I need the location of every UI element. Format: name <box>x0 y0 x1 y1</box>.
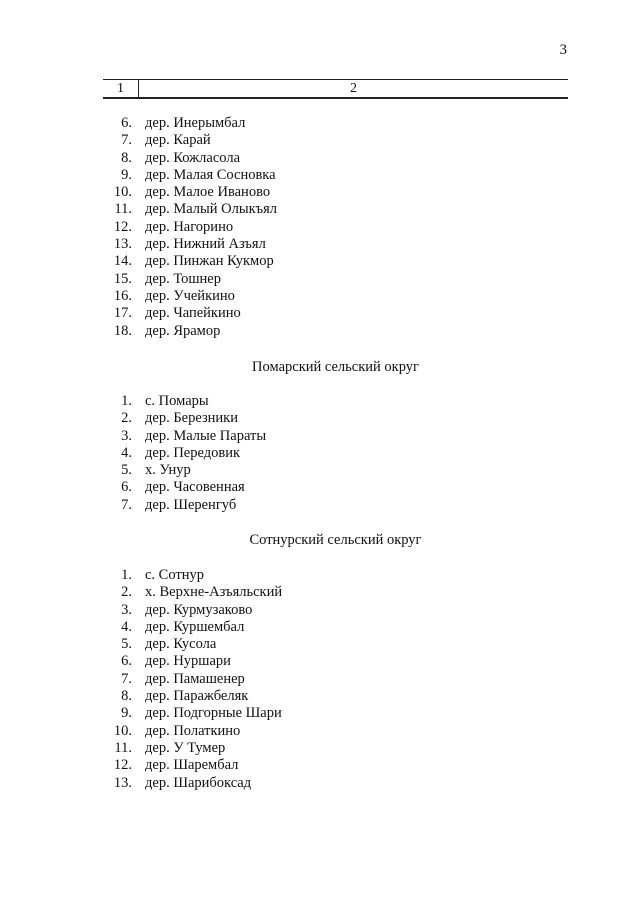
section-title-pomarsky: Помарский сельский округ <box>252 359 419 375</box>
list-item-number: 3. <box>121 427 132 444</box>
list-item <box>103 688 282 705</box>
list-item <box>103 167 277 184</box>
list-item <box>103 775 282 792</box>
list-item <box>103 584 282 601</box>
list-item-number: 15. <box>113 270 132 287</box>
list-item-number: 4. <box>121 618 132 635</box>
list-item-name: дер. Куршембал <box>145 618 245 635</box>
list-item <box>103 271 277 288</box>
list-item-name: дер. Шеренгуб <box>145 496 237 513</box>
list-item-name: дер. Чапейкино <box>145 305 241 322</box>
list-item-number: 8. <box>121 149 132 166</box>
list-item <box>103 201 277 218</box>
list-item <box>103 497 266 514</box>
list-item-number: 12. <box>113 218 132 235</box>
list-item-name: дер. Кожласола <box>145 149 241 166</box>
list-item-number: 17. <box>113 305 132 322</box>
list-item-name: с. Сотнур <box>145 567 205 583</box>
list-item <box>103 462 266 479</box>
settlement-list-continued <box>103 115 277 340</box>
list-item <box>103 150 277 167</box>
list-item <box>103 428 266 445</box>
list-item-number: 1. <box>121 393 132 409</box>
list-item-name: дер. Карай <box>145 132 211 149</box>
list-item-number: 7. <box>121 132 132 149</box>
list-item <box>103 288 277 305</box>
list-item-name: дер. Учейкино <box>145 287 235 304</box>
list-item <box>103 602 282 619</box>
list-item-name: дер. Инерымбал <box>145 115 246 131</box>
list-item-number: 10. <box>113 184 132 201</box>
list-item-name: х. Верхне-Азъяльский <box>145 584 283 601</box>
list-item <box>103 132 277 149</box>
list-item-number: 18. <box>113 322 132 339</box>
list-item-number: 9. <box>121 166 132 183</box>
list-item-number: 8. <box>121 688 132 705</box>
list-item-number: 4. <box>121 444 132 461</box>
list-item <box>103 410 266 427</box>
list-item-number: 10. <box>113 722 132 739</box>
list-item <box>103 236 277 253</box>
section-title-sotnursky: Сотнурский сельский округ <box>249 532 422 548</box>
list-item-name: дер. Малый Олыкъял <box>145 201 278 218</box>
settlement-list-sotnursky <box>103 567 282 792</box>
list-item-name: дер. Часовенная <box>145 479 245 496</box>
list-item-name: дер. Пинжан Кукмор <box>145 253 274 270</box>
list-item-number: 6. <box>121 653 132 670</box>
list-item <box>103 740 282 757</box>
list-item-name: дер. У Тумер <box>145 739 226 756</box>
list-item-name: дер. Паражбеляк <box>145 688 249 705</box>
list-item <box>103 671 282 688</box>
list-item <box>103 184 277 201</box>
list-item-name: х. Унур <box>145 462 191 479</box>
list-item <box>103 757 282 774</box>
list-item-number: 7. <box>121 670 132 687</box>
list-item-name: дер. Нижний Азъял <box>145 236 266 253</box>
list-item-number: 2. <box>121 584 132 601</box>
list-item <box>103 653 282 670</box>
list-item-number: 2. <box>121 410 132 427</box>
list-item <box>103 219 277 236</box>
settlement-list-pomarsky <box>103 393 266 514</box>
list-item-name: дер. Шарибоксад <box>145 774 252 791</box>
list-item-name: дер. Подгорные Шари <box>145 705 282 722</box>
list-item-name: дер. Тошнер <box>145 270 221 287</box>
list-item-name: дер. Нагорино <box>145 218 234 235</box>
list-item-name: дер. Полаткино <box>145 722 241 739</box>
list-item <box>103 723 282 740</box>
list-item-number: 13. <box>113 236 132 253</box>
list-item <box>103 479 266 496</box>
list-item-number: 1. <box>121 567 132 583</box>
list-item-number: 7. <box>121 496 132 513</box>
list-item-number: 11. <box>114 739 132 756</box>
list-item-name: дер. Березники <box>145 410 238 427</box>
list-item-name: дер. Курмузаково <box>145 601 253 618</box>
list-item-name: дер. Ярамор <box>145 322 221 339</box>
list-item-number: 9. <box>121 705 132 722</box>
page-number: 3 <box>559 42 567 58</box>
list-item <box>103 445 266 462</box>
list-item-name: дер. Памашенер <box>145 670 245 687</box>
list-item <box>103 253 277 270</box>
list-item-number: 12. <box>113 757 132 774</box>
list-item <box>103 636 282 653</box>
list-item-name: дер. Малые Параты <box>145 427 267 444</box>
table-column-header <box>103 79 568 99</box>
list-item-number: 16. <box>113 287 132 304</box>
list-item-number: 13. <box>113 774 132 791</box>
list-item-number: 14. <box>113 253 132 270</box>
list-item-number: 6. <box>121 479 132 496</box>
list-item <box>103 619 282 636</box>
list-item-number: 3. <box>121 601 132 618</box>
list-item <box>103 567 282 584</box>
list-item <box>103 705 282 722</box>
list-item-number: 5. <box>121 636 132 653</box>
list-item-name: дер. Малая Сосновка <box>145 166 276 183</box>
list-item <box>103 305 277 322</box>
list-item <box>103 323 277 340</box>
list-item-name: дер. Малое Иваново <box>145 184 271 201</box>
column-header-2: 2 <box>350 81 357 96</box>
list-item-name: дер. Передовик <box>145 444 240 461</box>
list-item-name: с. Помары <box>145 393 209 409</box>
list-item <box>103 393 266 410</box>
list-item-name: дер. Шарембал <box>145 757 239 774</box>
list-item-name: дер. Кусола <box>145 636 217 653</box>
column-header-1: 1 <box>103 80 139 97</box>
list-item-name: дер. Нуршари <box>145 653 231 670</box>
list-item-number: 5. <box>121 462 132 479</box>
list-item-number: 6. <box>121 115 132 131</box>
list-item-number: 11. <box>114 201 132 218</box>
list-item <box>103 115 277 132</box>
